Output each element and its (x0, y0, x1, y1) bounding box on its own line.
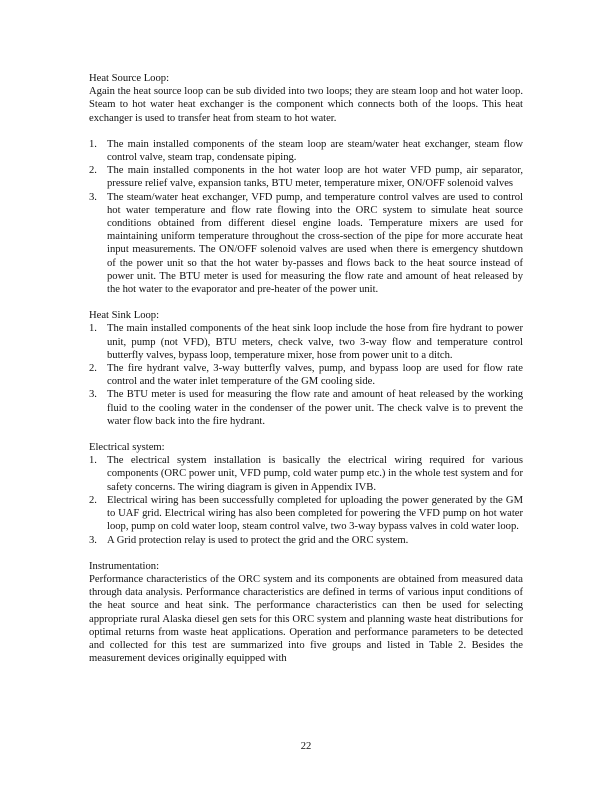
heat-sink-heading: Heat Sink Loop: (89, 310, 160, 322)
heat-source-heading: Heat Source Loop: (89, 73, 170, 84)
instrumentation-heading: Instrumentation: (89, 560, 160, 572)
instrumentation-body: Performance characteristics of the ORC system and its components are obtained from measured data through data analysis. Performance characteristics are defined in terms of various input conditions of the heat source and heat sink. The performance characteristics can then be used for selecting appropriate rural Alaska diesel gen sets for this ORC system and planning waste heat distributions for optimal returns from waste heat applications. Operation and performance parameters to be detected and collected for this test are summarized into five groups and listed in Table 2. Besides the measurement devices originally equipped with (89, 573, 523, 665)
list-item: 1. The electrical system installation is basically the electrical wiring required for various components (ORC power unit, VFD pump, cold water pump etc.) in the whole test system and for safety concerns. The wiring diagram is given in Appendix IVB. (89, 455, 523, 493)
list-item: 1. The main installed components of the steam loop are steam/water heat exchanger, steam flow control valve, steam trap, condensate piping. (89, 138, 523, 164)
list-item: 2. The main installed components in the hot water loop are hot water VFD pump, air separator, pressure relief valve, expansion tanks, BTU meter, temperature mixer, ON/OFF solenoid valves (89, 165, 523, 190)
heat-source-list (89, 138, 523, 296)
list-item: 1. The main installed components of the heat sink loop include the hose from fire hydrant to power unit, pump (not VFD), BTU meters, check valve, two 3-way flow and temperature control butterfly valves, bypass loop, temperature mixer, hose from power unit to a ditch. (89, 323, 523, 361)
electrical-heading: Electrical system: (89, 442, 165, 454)
electrical-list (89, 454, 523, 546)
list-item: 3. A Grid protection relay is used to protect the grid and the ORC system. (89, 534, 409, 546)
page-number: 22 (300, 741, 312, 752)
list-item: 3. The BTU meter is used for measuring the flow rate and amount of heat released by the working fluid to the cooling water in the condenser of the power unit. The check valve is to prevent the water flow back into the fire hydrant. (89, 389, 523, 427)
body-text (89, 72, 523, 665)
list-item: 3. The steam/water heat exchanger, VFD pump, and temperature control valves are used to control hot water temperature and flow rate flowing into the ORC system to simulate heat source conditions obtained from different diesel engine loads. Temperature mixers are used for maintaining uniform temperature throughout the cross-section of the pipe for more accurate heat input measurements. The ON/OFF solenoid valves are used when there is emergency shutdown of the power unit so that the hot water by-passes and flows back to the heat source instead of power unit. The BTU meter is used for measuring the flow rate and amount of heat released by the hot water to the evaporator and pre-heater of the power unit. (89, 191, 523, 296)
heat-source-intro: Again the heat source loop can be sub divided into two loops; they are steam loop and hot water loop. Steam to hot water heat exchanger is the component which connects both of the loops. This heat exchanger is used to transfer heat from steam to hot water. (89, 86, 523, 124)
list-item: 2. Electrical wiring has been successfully completed for uploading the power generated by the GM to UAF grid. Electrical wiring has also been completed for powering the VFD pump on hot water loop, pump on cold water loop, steam control valve, two 3-way bypass valves in cold water loop. (89, 494, 523, 533)
heat-sink-list (89, 322, 523, 428)
list-item: 2. The fire hydrant valve, 3-way butterfly valves, pump, and bypass loop are used for flow rate control and the water inlet temperature of the GM cooling side. (89, 363, 523, 388)
